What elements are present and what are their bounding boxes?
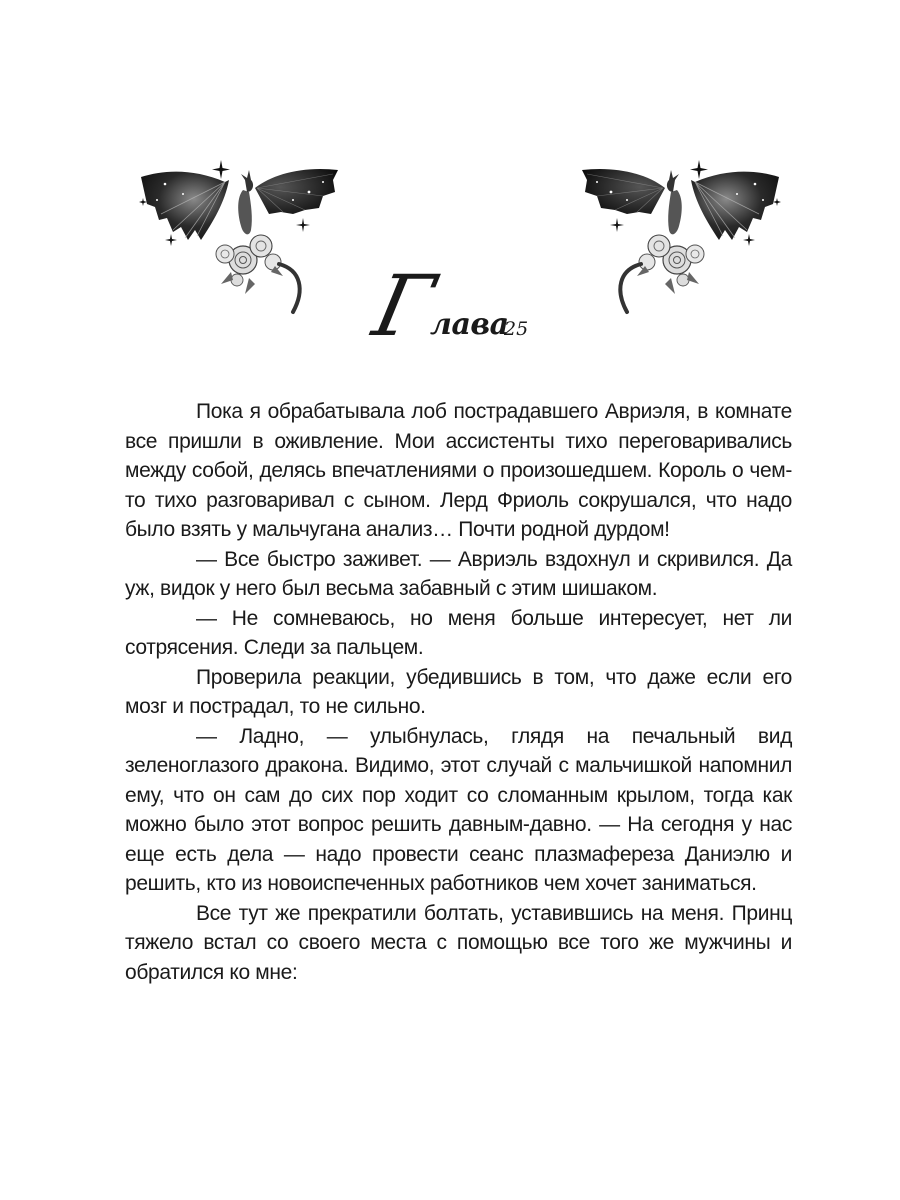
chapter-title <box>365 257 572 360</box>
paragraph: — Не сомневаюсь, но меня больше интересует, нет ли сотрясения. Следи за пальцем. <box>125 606 792 659</box>
paragraph: — Все быстро заживет. — Авриэль вздохнул и скривился. Да уж, видок у него был весьма забавный с этим шишаком. <box>125 547 792 600</box>
paragraph: Пока я обрабатывала лоб пострадавшего Авриэля, в комнате все пришли в оживление. Мои ассистенты тихо переговаривались между собой, делясь впечатлениями о произошедшем. Король о чем-то тихо разговаривал с сыном. Лерд Фриоль сокрушался, что надо было взять у мальчугана анализ… Почти родной дурдом! <box>125 400 792 541</box>
chapter-title-word: лава <box>430 307 509 342</box>
chapter-title-initial: Г <box>365 257 443 355</box>
chapter-number: 25 <box>504 318 529 340</box>
paragraph: — Ладно, — улыбнулась, глядя на печальный вид зеленоглазого дракона. Видимо, этот случай с мальчишкой напомнил ему, что он сам до сих пор ходит со сломанным крылом, тогда как можно было этот вопрос решить давным-давно. — На сегодня у нас еще есть дела — надо провести сеанс плазмафереза Даниэлю и решить, кто из новоиспеченных работников чем хочет заниматься. <box>125 724 792 895</box>
dragon-icon <box>133 152 348 317</box>
dragon-ornament-left <box>133 152 348 317</box>
paragraph: Все тут же прекратили болтать, уставившись на меня. Принц тяжело встал со своего места с помощью все того же мужчины и обратился ко мне: <box>125 901 792 984</box>
chapter-body <box>125 397 792 987</box>
paragraph: Проверила реакции, убедившись в том, что даже если его мозг и пострадал, то не сильно. <box>125 665 792 718</box>
dragon-ornament-right <box>572 152 787 317</box>
dragon-icon <box>572 152 787 317</box>
